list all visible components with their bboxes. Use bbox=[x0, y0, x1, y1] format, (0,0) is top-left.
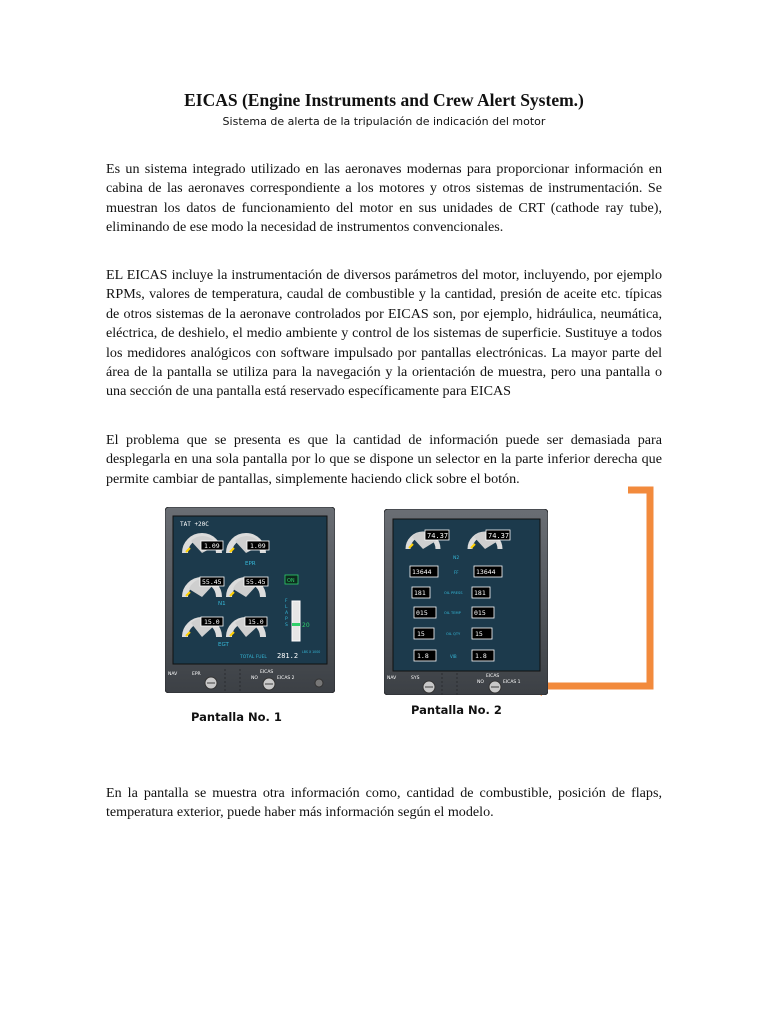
bezel-nav-label: NAV bbox=[168, 672, 178, 677]
bezel-nav-label: NAV bbox=[387, 676, 397, 681]
tat-readout: TAT +20C bbox=[180, 521, 209, 528]
paragraph-parameters: EL EICAS incluye la instrumentación de diversos parámetros del motor, incluyendo, por ejemplo RPMs, valores de temperatura, caudal de combustible y la cantidad, presión de aceite etc. típicas de otros sistemas de la aeronave controlados por EICAS son, por ejemplo, hidráulica, neumática, eléctrica, de deshielo, el medio ambiente y control de los sistemas de superficie. Sustituye a todos los medidores analógicos con software impulsado por pantallas electrónicas. La mayor parte del área de la pantalla se utiliza para la navegación y la orientación de muestra, pero una pantalla o una sección de una pantalla está reservado específicamente para EICAS bbox=[106, 267, 662, 400]
svg-text:ON: ON bbox=[287, 578, 295, 584]
n1-label: N1 bbox=[218, 601, 226, 607]
flaps-label: F L A P S bbox=[285, 599, 289, 628]
bezel-screen-label: EICAS 1 bbox=[503, 680, 521, 685]
svg-text:015: 015 bbox=[474, 609, 486, 617]
svg-text:1.09: 1.09 bbox=[250, 542, 266, 550]
svg-text:VIB: VIB bbox=[450, 654, 457, 659]
fuel-unit: LBS X 1000 bbox=[302, 650, 321, 654]
svg-text:1.8: 1.8 bbox=[417, 652, 429, 660]
paragraph-problem: El problema que se presenta es que la cantidad de información puede ser demasiada para desplegarla en una sola pantalla por lo que se dispone un selector en la parte inferior derecha que permite cambiar de pantallas, simplemente haciendo click sobre el botón. bbox=[106, 432, 662, 487]
svg-text:FF: FF bbox=[454, 570, 459, 575]
svg-text:55.45: 55.45 bbox=[246, 578, 266, 586]
fuel-value: 281.2 bbox=[277, 652, 299, 660]
svg-text:OIL QTY: OIL QTY bbox=[446, 632, 461, 636]
caption-screen-2: Pantalla No. 2 bbox=[411, 703, 502, 717]
flaps-indicator bbox=[292, 601, 300, 641]
svg-text:74.37: 74.37 bbox=[427, 532, 449, 540]
bezel-eng-label: EPR bbox=[192, 672, 201, 677]
bezel-eicas-label: EICAS bbox=[260, 670, 274, 675]
svg-text:181: 181 bbox=[414, 589, 426, 597]
flaps-value: 20 bbox=[302, 622, 310, 629]
svg-text:15.0: 15.0 bbox=[248, 618, 264, 626]
n2-label: N2 bbox=[453, 556, 460, 561]
svg-text:OIL PRESS: OIL PRESS bbox=[444, 591, 463, 595]
svg-text:55.45: 55.45 bbox=[202, 578, 222, 586]
svg-text:OIL TEMP: OIL TEMP bbox=[444, 611, 461, 615]
document-subtitle: Sistema de alerta de la tripulación de indicación del motor bbox=[222, 115, 546, 128]
eicas-screen-2 bbox=[384, 509, 548, 695]
eicas-screen-1 bbox=[165, 507, 335, 693]
svg-text:1.8: 1.8 bbox=[475, 652, 487, 660]
svg-text:13644: 13644 bbox=[412, 568, 432, 576]
svg-text:13644: 13644 bbox=[476, 568, 496, 576]
paragraph-other-info: En la pantalla se muestra otra información como, cantidad de combustible, posición de flaps, temperatura exterior, puede haber más información según el modelo. bbox=[106, 785, 662, 821]
egt-label: EGT bbox=[218, 642, 229, 648]
bezel-eicas-label: EICAS bbox=[486, 674, 500, 679]
svg-text:1.09: 1.09 bbox=[204, 542, 220, 550]
fuel-label: TOTAL FUEL bbox=[240, 655, 267, 660]
document-title: EICAS (Engine Instruments and Crew Alert System.) bbox=[184, 90, 584, 110]
bezel-no-label: NO bbox=[251, 676, 258, 681]
svg-text:015: 015 bbox=[416, 609, 428, 617]
svg-text:15: 15 bbox=[475, 630, 483, 638]
svg-text:15.0: 15.0 bbox=[204, 618, 220, 626]
bezel-screw-icon bbox=[315, 679, 323, 687]
svg-text:181: 181 bbox=[474, 589, 486, 597]
bezel-sys-label: SYS bbox=[411, 676, 420, 681]
caption-screen-1: Pantalla No. 1 bbox=[191, 710, 282, 724]
bezel-screen-label: EICAS 2 bbox=[277, 676, 295, 681]
svg-text:74.37: 74.37 bbox=[488, 532, 510, 540]
epr-label: EPR bbox=[245, 561, 256, 567]
paragraph-intro: Es un sistema integrado utilizado en las aeronaves modernas para proporcionar información en cabina de las aeronaves correspondiente a los motores y otros sistemas de instrumentación. Se muestran los datos de funcionamiento del motor en sus unidades de CRT (cathode ray tube), eliminando de ese modo la necesidad de instrumentos convencionales. bbox=[106, 161, 662, 236]
svg-text:15: 15 bbox=[417, 630, 425, 638]
bezel-no-label: NO bbox=[477, 680, 484, 685]
